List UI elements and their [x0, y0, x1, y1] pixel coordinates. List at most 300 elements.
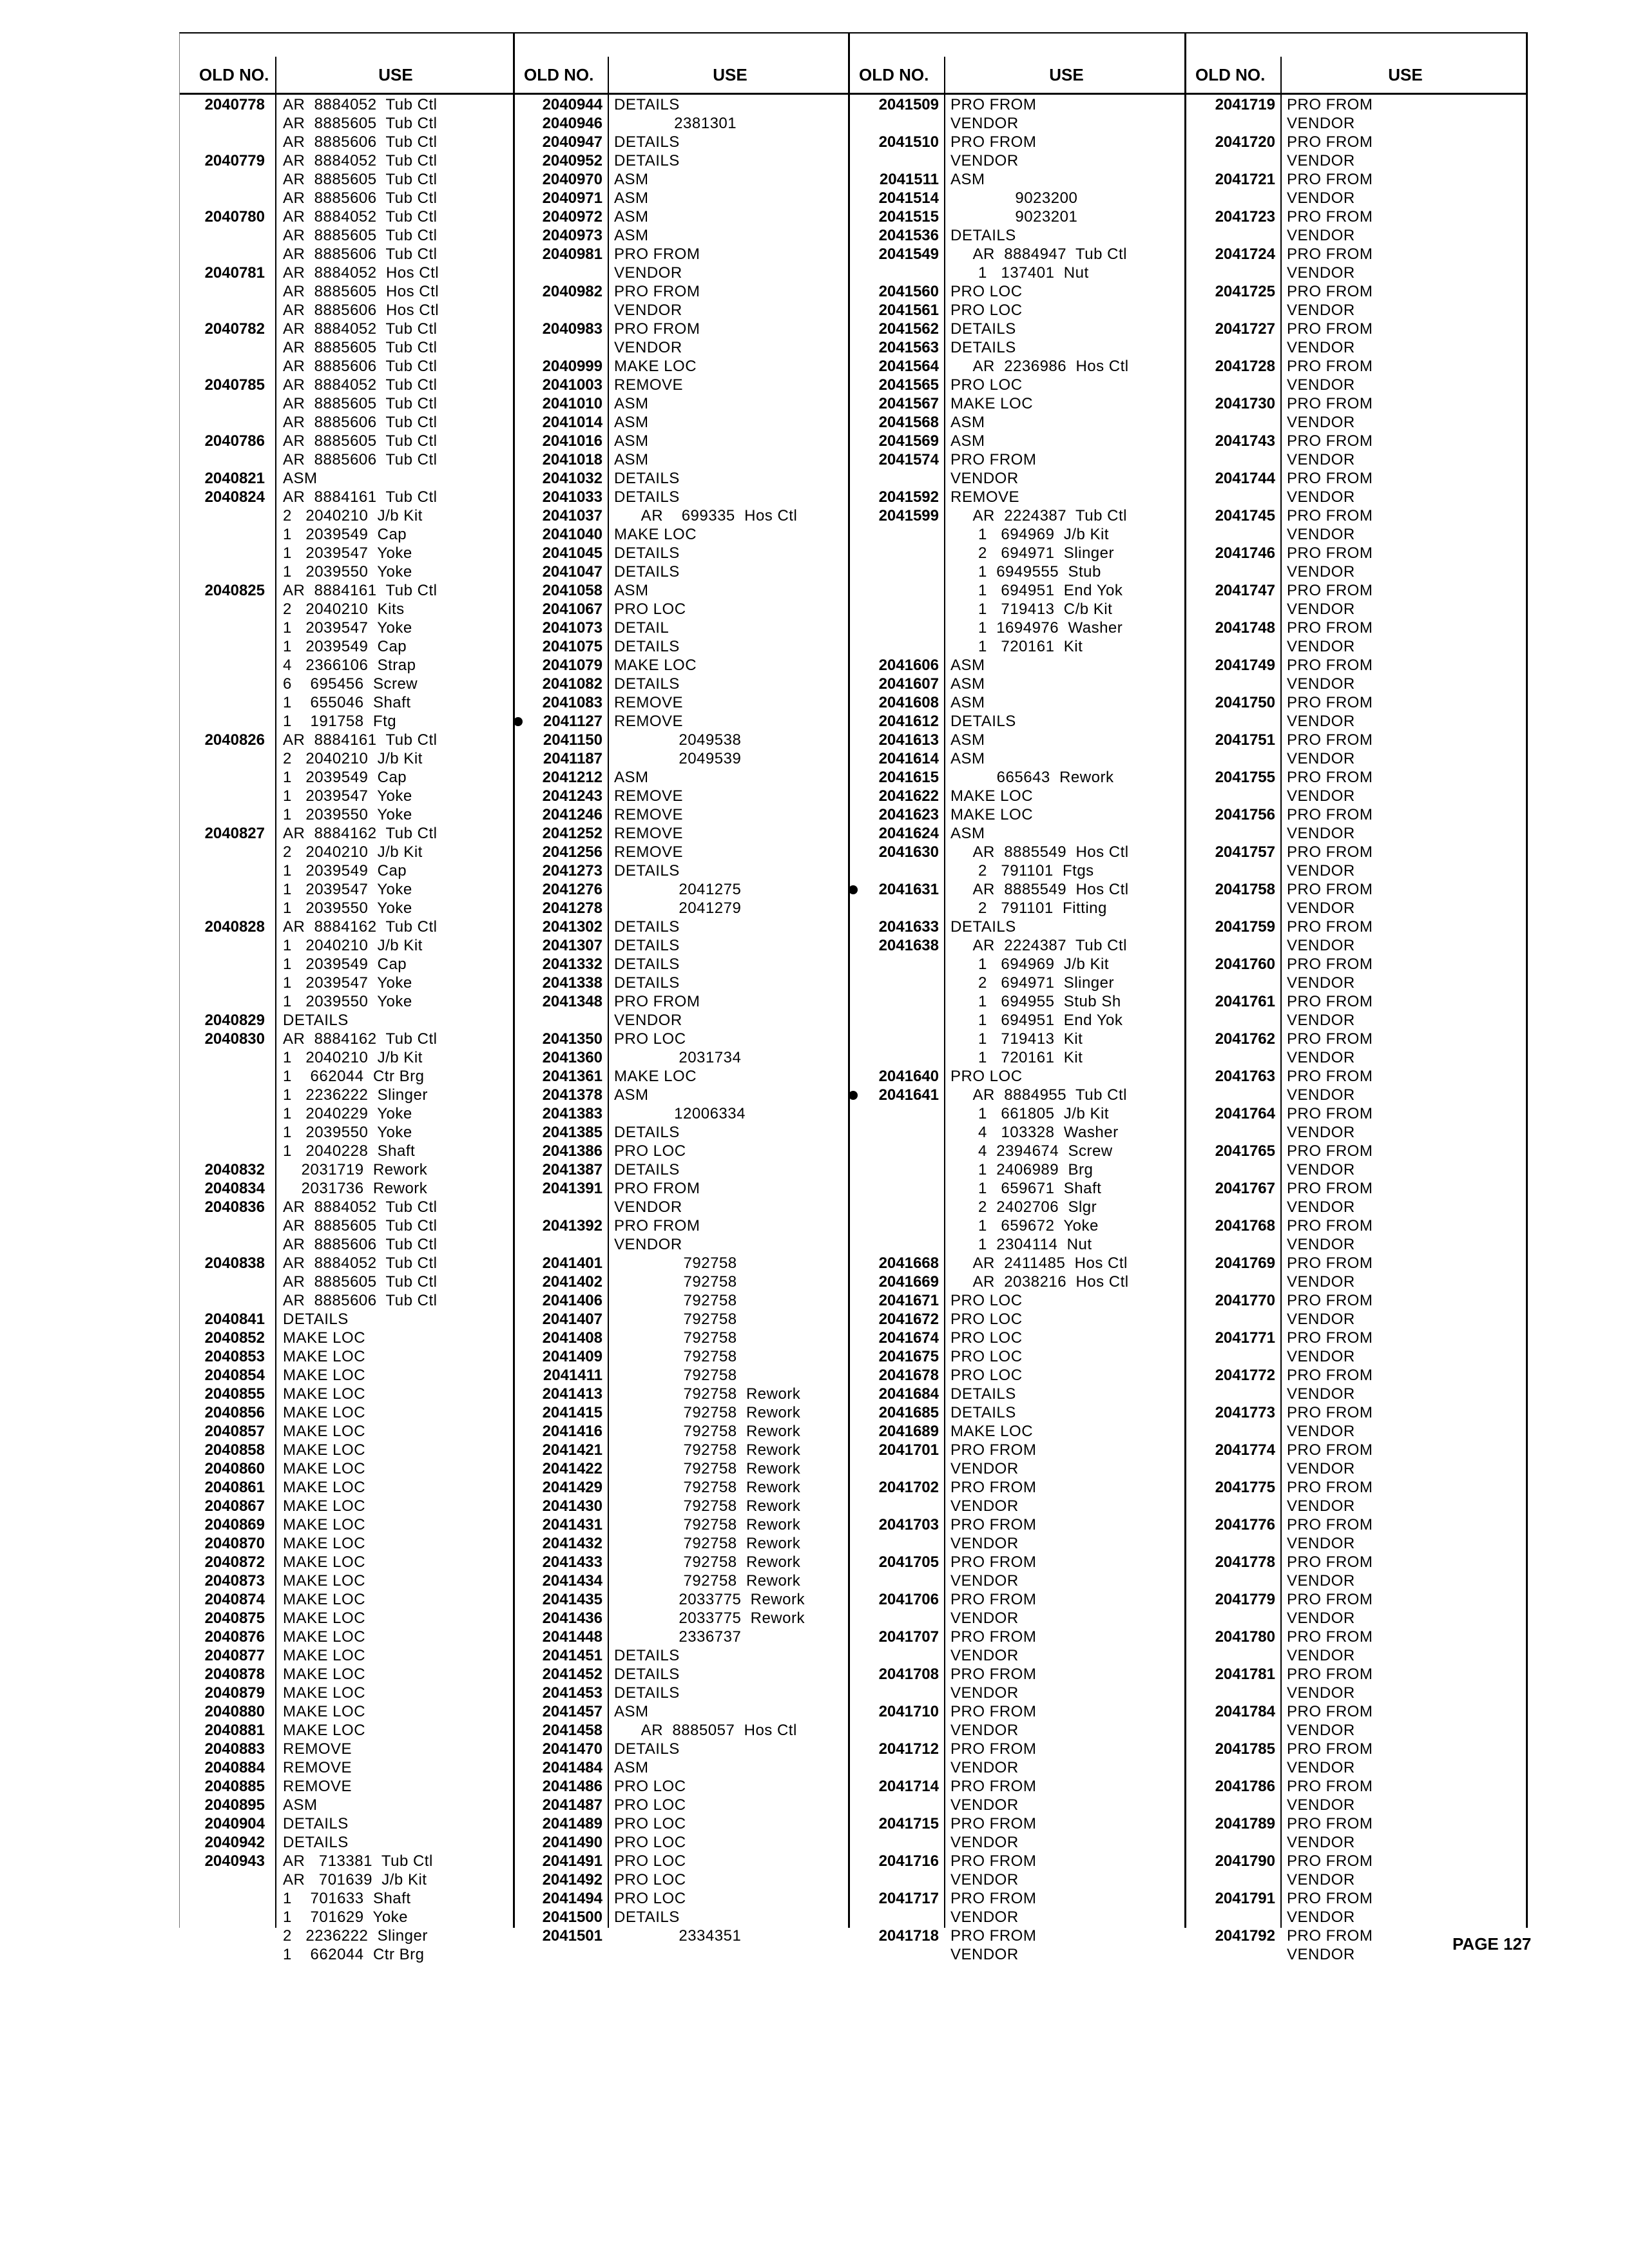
- use-text: AR 8885606 Tub Ctl: [283, 189, 438, 207]
- table-row: [850, 1347, 1186, 1366]
- use-text: PRO FROM: [1287, 507, 1373, 524]
- table-row: [850, 1179, 1186, 1198]
- old-number: 2041716: [878, 1852, 939, 1870]
- use-text: AR 8885606 Tub Ctl: [283, 133, 438, 151]
- old-number: 2041489: [542, 1815, 602, 1832]
- use-text: PRO FROM: [1287, 1553, 1373, 1571]
- use-text: 1 2039550 Yoke: [283, 993, 412, 1010]
- table-row: [850, 787, 1186, 805]
- table-row: [1186, 1366, 1528, 1385]
- old-number: 2041187: [543, 750, 602, 767]
- table-row: [850, 1702, 1186, 1721]
- table-row: [1186, 95, 1528, 114]
- table-row: [515, 1702, 850, 1721]
- table-row: [180, 338, 515, 357]
- old-number: 2040885: [204, 1778, 265, 1795]
- table-row: [850, 432, 1186, 450]
- table-row: [515, 413, 850, 432]
- table-column-2: [515, 34, 850, 1945]
- use-text: VENDOR: [1287, 862, 1355, 879]
- use-text: PRO FROM: [1287, 358, 1373, 375]
- table-row: [180, 1478, 515, 1497]
- table-row: [1186, 1198, 1528, 1216]
- table-row: [850, 1086, 1186, 1104]
- use-text: MAKE LOC: [283, 1329, 366, 1347]
- old-number: 2041058: [542, 582, 602, 599]
- table-row: [1186, 1273, 1528, 1291]
- use-text: 4 2394674 Screw: [950, 1142, 1113, 1160]
- table-row: [180, 1553, 515, 1571]
- table-row: [515, 1721, 850, 1740]
- old-number: 2040786: [204, 432, 265, 450]
- use-text: VENDOR: [1287, 825, 1355, 842]
- table-row: [850, 189, 1186, 207]
- old-number: 2041705: [878, 1553, 939, 1571]
- table-row: [180, 675, 515, 693]
- old-number: 2041641: [878, 1086, 939, 1104]
- use-text: 2381301: [614, 115, 737, 132]
- use-text: PRO FROM: [614, 245, 700, 263]
- use-text: VENDOR: [1287, 1497, 1355, 1515]
- old-number: 2041764: [1215, 1105, 1275, 1122]
- table-row: [180, 1310, 515, 1329]
- use-text: PRO FROM: [950, 451, 1037, 468]
- table-row: [1186, 1104, 1528, 1123]
- use-text: VENDOR: [1287, 1647, 1355, 1664]
- old-number: 2041536: [878, 227, 939, 244]
- table-row: [850, 357, 1186, 376]
- old-number: 2041332: [542, 956, 602, 973]
- table-row: [180, 133, 515, 151]
- use-text: DETAILS: [950, 1404, 1016, 1421]
- use-text: ASM: [614, 227, 649, 244]
- old-number: 2040857: [204, 1423, 265, 1440]
- use-text: VENDOR: [1287, 601, 1355, 618]
- old-number: 2040942: [204, 1834, 265, 1851]
- use-text: PRO FROM: [1287, 1142, 1373, 1160]
- table-row: [850, 1534, 1186, 1553]
- old-number: 2040855: [204, 1385, 265, 1403]
- old-number: 2041212: [542, 769, 602, 786]
- table-row: [515, 1590, 850, 1609]
- old-number: 2041484: [542, 1759, 602, 1776]
- old-number: 2041710: [878, 1703, 939, 1720]
- use-text: 2 694971 Slinger: [950, 974, 1114, 992]
- old-number: 2041452: [542, 1666, 602, 1683]
- use-text: 1 2039550 Yoke: [283, 1124, 412, 1141]
- use-text: ASM: [950, 694, 985, 711]
- use-text: PRO FROM: [950, 1553, 1037, 1571]
- table-row: [850, 1142, 1186, 1160]
- table-row: [180, 1702, 515, 1721]
- use-text: VENDOR: [1287, 1423, 1355, 1440]
- old-number: 2041003: [542, 376, 602, 394]
- use-text: PRO LOC: [614, 1852, 686, 1870]
- table-row: [850, 264, 1186, 282]
- table-row: [1186, 1534, 1528, 1553]
- old-number: 2041451: [542, 1647, 602, 1664]
- table-row: [1186, 1329, 1528, 1347]
- old-number: 2041623: [878, 806, 939, 823]
- table-row: [180, 843, 515, 861]
- table-row: [1186, 1497, 1528, 1515]
- use-text: 1 2039549 Cap: [283, 956, 407, 973]
- table-row: [515, 1609, 850, 1628]
- old-number: 2041607: [878, 675, 939, 693]
- table-row: [515, 1927, 850, 1945]
- table-row: [850, 562, 1186, 581]
- use-text: AR 8884052 Tub Ctl: [283, 208, 438, 226]
- old-number: 2041675: [878, 1348, 939, 1365]
- use-text: VENDOR: [1287, 227, 1355, 244]
- old-number: 2040880: [204, 1703, 265, 1720]
- use-text: VENDOR: [614, 264, 682, 282]
- use-text: DETAILS: [614, 488, 680, 506]
- use-text: PRO FROM: [1287, 1666, 1373, 1683]
- use-text: PRO LOC: [950, 1311, 1023, 1328]
- table-row: [1186, 1833, 1528, 1852]
- use-text: ASM: [614, 451, 649, 468]
- table-row: [850, 1684, 1186, 1702]
- old-number: 2041773: [1215, 1404, 1275, 1421]
- table-row: [515, 1758, 850, 1777]
- use-text: PRO FROM: [1287, 582, 1373, 599]
- use-text: PRO FROM: [950, 1628, 1037, 1646]
- use-text: MAKE LOC: [614, 657, 697, 674]
- use-text: PRO FROM: [1287, 1105, 1373, 1122]
- old-number: 2041435: [542, 1591, 602, 1608]
- table-row: [1186, 992, 1528, 1011]
- use-text: REMOVE: [283, 1740, 352, 1758]
- old-number: 2041765: [1215, 1142, 1275, 1160]
- table-row: [850, 245, 1186, 264]
- use-text: VENDOR: [1287, 1908, 1355, 1926]
- use-text: PRO FROM: [1287, 432, 1373, 450]
- table-row: [180, 637, 515, 656]
- old-number: 2041350: [542, 1030, 602, 1048]
- use-text: 1 137401 Nut: [950, 264, 1089, 282]
- old-number: 2041434: [542, 1572, 602, 1590]
- use-text: MAKE LOC: [283, 1348, 366, 1365]
- table-row: [1186, 282, 1528, 301]
- table-row: [850, 133, 1186, 151]
- old-number: 2041563: [878, 339, 939, 356]
- table-row: [1186, 1684, 1528, 1702]
- use-text: REMOVE: [283, 1759, 352, 1776]
- use-text: PRO FROM: [950, 1441, 1037, 1459]
- old-number: 2040782: [204, 320, 265, 338]
- use-text: VENDOR: [1287, 189, 1355, 207]
- table-row: [515, 450, 850, 469]
- table-row: [515, 918, 850, 936]
- column-header: [515, 57, 850, 95]
- table-row: [1186, 1422, 1528, 1441]
- table-row: [515, 320, 850, 338]
- old-number: 2041756: [1215, 806, 1275, 823]
- old-number: 2041624: [878, 825, 939, 842]
- table-row: [1186, 600, 1528, 619]
- use-text: PRO LOC: [614, 1871, 686, 1888]
- use-text: PRO FROM: [950, 1479, 1037, 1496]
- table-row: [515, 338, 850, 357]
- table-row: [515, 1534, 850, 1553]
- column-header: [1186, 57, 1528, 95]
- use-text: 1 2039549 Cap: [283, 769, 407, 786]
- table-row: [1186, 1142, 1528, 1160]
- use-text: ASM: [283, 470, 318, 487]
- table-row: [1186, 675, 1528, 693]
- old-number: 2041780: [1215, 1628, 1275, 1646]
- use-text: VENDOR: [950, 1647, 1019, 1664]
- table-row: [515, 1273, 850, 1291]
- old-number: 2041033: [542, 488, 602, 506]
- use-text: VENDOR: [1287, 1535, 1355, 1552]
- use-text: DETAILS: [614, 1124, 680, 1141]
- old-number: 2041689: [878, 1423, 939, 1440]
- table-row: [180, 1777, 515, 1796]
- table-row: [850, 1665, 1186, 1684]
- table-row: [180, 226, 515, 245]
- old-number: 2040778: [204, 96, 265, 113]
- use-text: PRO LOC: [614, 1796, 686, 1814]
- old-number: 2041614: [878, 750, 939, 767]
- table-row: [515, 899, 850, 918]
- table-row: [515, 675, 850, 693]
- use-text: ASM: [950, 675, 985, 693]
- use-text: VENDOR: [950, 1722, 1019, 1739]
- use-text: VENDOR: [1287, 376, 1355, 394]
- table-row: [180, 1740, 515, 1758]
- old-number: 2040781: [204, 264, 265, 282]
- old-number: 2041413: [542, 1385, 602, 1403]
- use-text: VENDOR: [1287, 563, 1355, 581]
- use-text: 792758 Rework: [614, 1460, 801, 1477]
- table-row: [1186, 619, 1528, 637]
- table-row: [515, 432, 850, 450]
- table-row: [1186, 357, 1528, 376]
- use-text: PRO FROM: [1287, 1292, 1373, 1309]
- old-number: 2041416: [542, 1423, 602, 1440]
- table-row: [515, 861, 850, 880]
- use-text: ASM: [614, 1759, 649, 1776]
- table-row: [515, 1142, 850, 1160]
- table-row: [180, 207, 515, 226]
- use-text: REMOVE: [614, 806, 684, 823]
- table-row: [515, 600, 850, 619]
- use-text: 4 103328 Washer: [950, 1124, 1119, 1141]
- use-text: PRO FROM: [1287, 1254, 1373, 1272]
- old-number: 2041706: [878, 1591, 939, 1608]
- use-text: 1 720161 Kit: [950, 1049, 1083, 1066]
- table-row: [515, 1422, 850, 1441]
- use-text: ASM: [950, 414, 985, 431]
- use-text: VENDOR: [950, 1946, 1019, 1963]
- table-row: [180, 264, 515, 282]
- table-row: [850, 731, 1186, 749]
- use-header: USE: [378, 65, 413, 84]
- use-text: VENDOR: [1287, 1049, 1355, 1066]
- old-number: 2041631: [878, 881, 939, 898]
- use-text: PRO FROM: [1287, 395, 1373, 412]
- use-text: AR 8884162 Tub Ctl: [283, 918, 438, 936]
- table-row: [515, 843, 850, 861]
- table-row: [515, 301, 850, 320]
- table-row: [180, 1590, 515, 1609]
- use-text: VENDOR: [950, 1572, 1019, 1590]
- old-number: 2041511: [879, 171, 939, 188]
- use-text: 792758 Rework: [614, 1497, 801, 1515]
- table-row: [1186, 749, 1528, 768]
- table-row: [1186, 1590, 1528, 1609]
- old-number: 2041348: [542, 993, 602, 1010]
- old-number: 2041684: [878, 1385, 939, 1403]
- use-text: PRO FROM: [950, 1927, 1037, 1945]
- table-row: [850, 899, 1186, 918]
- old-number: 2041715: [878, 1815, 939, 1832]
- use-text: 2336737: [614, 1628, 742, 1646]
- old-number: 2040873: [204, 1572, 265, 1590]
- table-row: [1186, 637, 1528, 656]
- table-row: [850, 1048, 1186, 1067]
- use-text: 1 655046 Shaft: [283, 694, 411, 711]
- use-text: PRO FROM: [614, 320, 700, 338]
- use-text: AR 713381 Tub Ctl: [283, 1852, 433, 1870]
- table-row: [515, 506, 850, 525]
- table-row: [1186, 114, 1528, 133]
- use-text: VENDOR: [1287, 1198, 1355, 1216]
- table-row: [850, 1628, 1186, 1646]
- page-number: PAGE 127: [1452, 1934, 1532, 1954]
- table-row: [180, 1198, 515, 1216]
- old-number: 2041014: [542, 414, 602, 431]
- old-number: 2041037: [542, 507, 602, 524]
- table-row: [515, 936, 850, 955]
- table-row: [180, 1235, 515, 1254]
- table-row: [1186, 1291, 1528, 1310]
- table-row: [850, 880, 1186, 899]
- old-number: 2041702: [878, 1479, 939, 1496]
- use-text: MAKE LOC: [283, 1628, 366, 1646]
- table-row: [850, 1273, 1186, 1291]
- use-text: PRO FROM: [1287, 1180, 1373, 1197]
- old-number: 2041431: [542, 1516, 602, 1533]
- use-text: 1 662044 Ctr Brg: [283, 1946, 425, 1963]
- old-number: 2041640: [878, 1068, 939, 1085]
- old-number: 2041750: [1215, 694, 1275, 711]
- use-text: PRO LOC: [950, 1292, 1023, 1309]
- table-row: [1186, 1216, 1528, 1235]
- use-text: VENDOR: [1287, 713, 1355, 730]
- table-row: [515, 1796, 850, 1814]
- use-text: AR 2038216 Hos Ctl: [950, 1273, 1129, 1291]
- table-row: [180, 1123, 515, 1142]
- table-row: [515, 1908, 850, 1927]
- use-text: MAKE LOC: [283, 1404, 366, 1421]
- old-number: 2041719: [1215, 96, 1275, 113]
- old-number: 2041671: [878, 1292, 939, 1309]
- old-number: 2041243: [542, 787, 602, 805]
- use-text: DETAILS: [614, 563, 680, 581]
- use-text: VENDOR: [1287, 1946, 1355, 1963]
- use-text: AR 8884052 Hos Ctl: [283, 264, 439, 282]
- old-number: 2041744: [1215, 470, 1275, 487]
- old-number: 2041615: [878, 769, 939, 786]
- old-number: 2041433: [542, 1553, 602, 1571]
- table-row: [1186, 170, 1528, 189]
- use-text: PRO FROM: [1287, 1068, 1373, 1085]
- use-text: PRO FROM: [1287, 881, 1373, 898]
- use-text: 1 662044 Ctr Brg: [283, 1068, 425, 1085]
- table-row: [515, 1179, 850, 1198]
- use-text: 1 2039547 Yoke: [283, 787, 412, 805]
- old-number: 2041470: [542, 1740, 602, 1758]
- use-text: 1 191758 Ftg: [283, 713, 397, 730]
- use-text: REMOVE: [283, 1778, 352, 1795]
- old-number: 2040952: [542, 152, 602, 169]
- table-row: [180, 1609, 515, 1628]
- table-row: [1186, 581, 1528, 600]
- table-row: [180, 712, 515, 731]
- table-row: [850, 413, 1186, 432]
- use-text: AR 8884052 Tub Ctl: [283, 1198, 438, 1216]
- column-header: [180, 57, 515, 95]
- use-text: 9023200: [950, 189, 1078, 207]
- use-text: DETAILS: [614, 544, 680, 562]
- old-number: 2040856: [204, 1404, 265, 1421]
- old-number: 2041721: [1215, 171, 1275, 188]
- use-text: PRO FROM: [1287, 731, 1373, 749]
- use-text: 2 791101 Ftgs: [950, 862, 1094, 879]
- table-row: [180, 432, 515, 450]
- old-number: 2041720: [1215, 133, 1275, 151]
- use-text: DETAILS: [614, 675, 680, 693]
- table-row: [515, 488, 850, 506]
- old-number: 2040821: [204, 470, 265, 487]
- use-text: MAKE LOC: [283, 1666, 366, 1683]
- old-number: 2041338: [542, 974, 602, 992]
- old-number: 2041067: [542, 601, 602, 618]
- old-number: 2041560: [878, 283, 939, 300]
- use-text: 6 695456 Screw: [283, 675, 418, 693]
- old-number: 2041045: [542, 544, 602, 562]
- old-no-header: OLD NO.: [524, 65, 594, 84]
- table-row: [180, 525, 515, 544]
- table-row: [850, 1011, 1186, 1030]
- old-number: 2041725: [1215, 283, 1275, 300]
- use-text: AR 8885605 Tub Ctl: [283, 227, 438, 244]
- use-text: 2041279: [614, 899, 742, 917]
- table-row: [180, 600, 515, 619]
- use-text: DETAILS: [950, 713, 1016, 730]
- table-row: [180, 544, 515, 562]
- table-row: [180, 450, 515, 469]
- table-row: [1186, 544, 1528, 562]
- use-text: AR 8885605 Tub Ctl: [283, 395, 438, 412]
- use-text: VENDOR: [1287, 488, 1355, 506]
- use-text: PRO FROM: [1287, 544, 1373, 562]
- old-number: 2040829: [204, 1012, 265, 1029]
- table-row: [515, 1291, 850, 1310]
- use-text: 2031734: [614, 1049, 742, 1066]
- old-number: 2041751: [1215, 731, 1275, 749]
- old-number: 2041491: [542, 1852, 602, 1870]
- table-row: [180, 936, 515, 955]
- use-text: AR 8885605 Tub Ctl: [283, 171, 438, 188]
- table-row: [1186, 974, 1528, 992]
- table-row: [180, 1833, 515, 1852]
- use-text: 1 2039547 Yoke: [283, 974, 412, 992]
- old-number: 2041278: [542, 899, 602, 917]
